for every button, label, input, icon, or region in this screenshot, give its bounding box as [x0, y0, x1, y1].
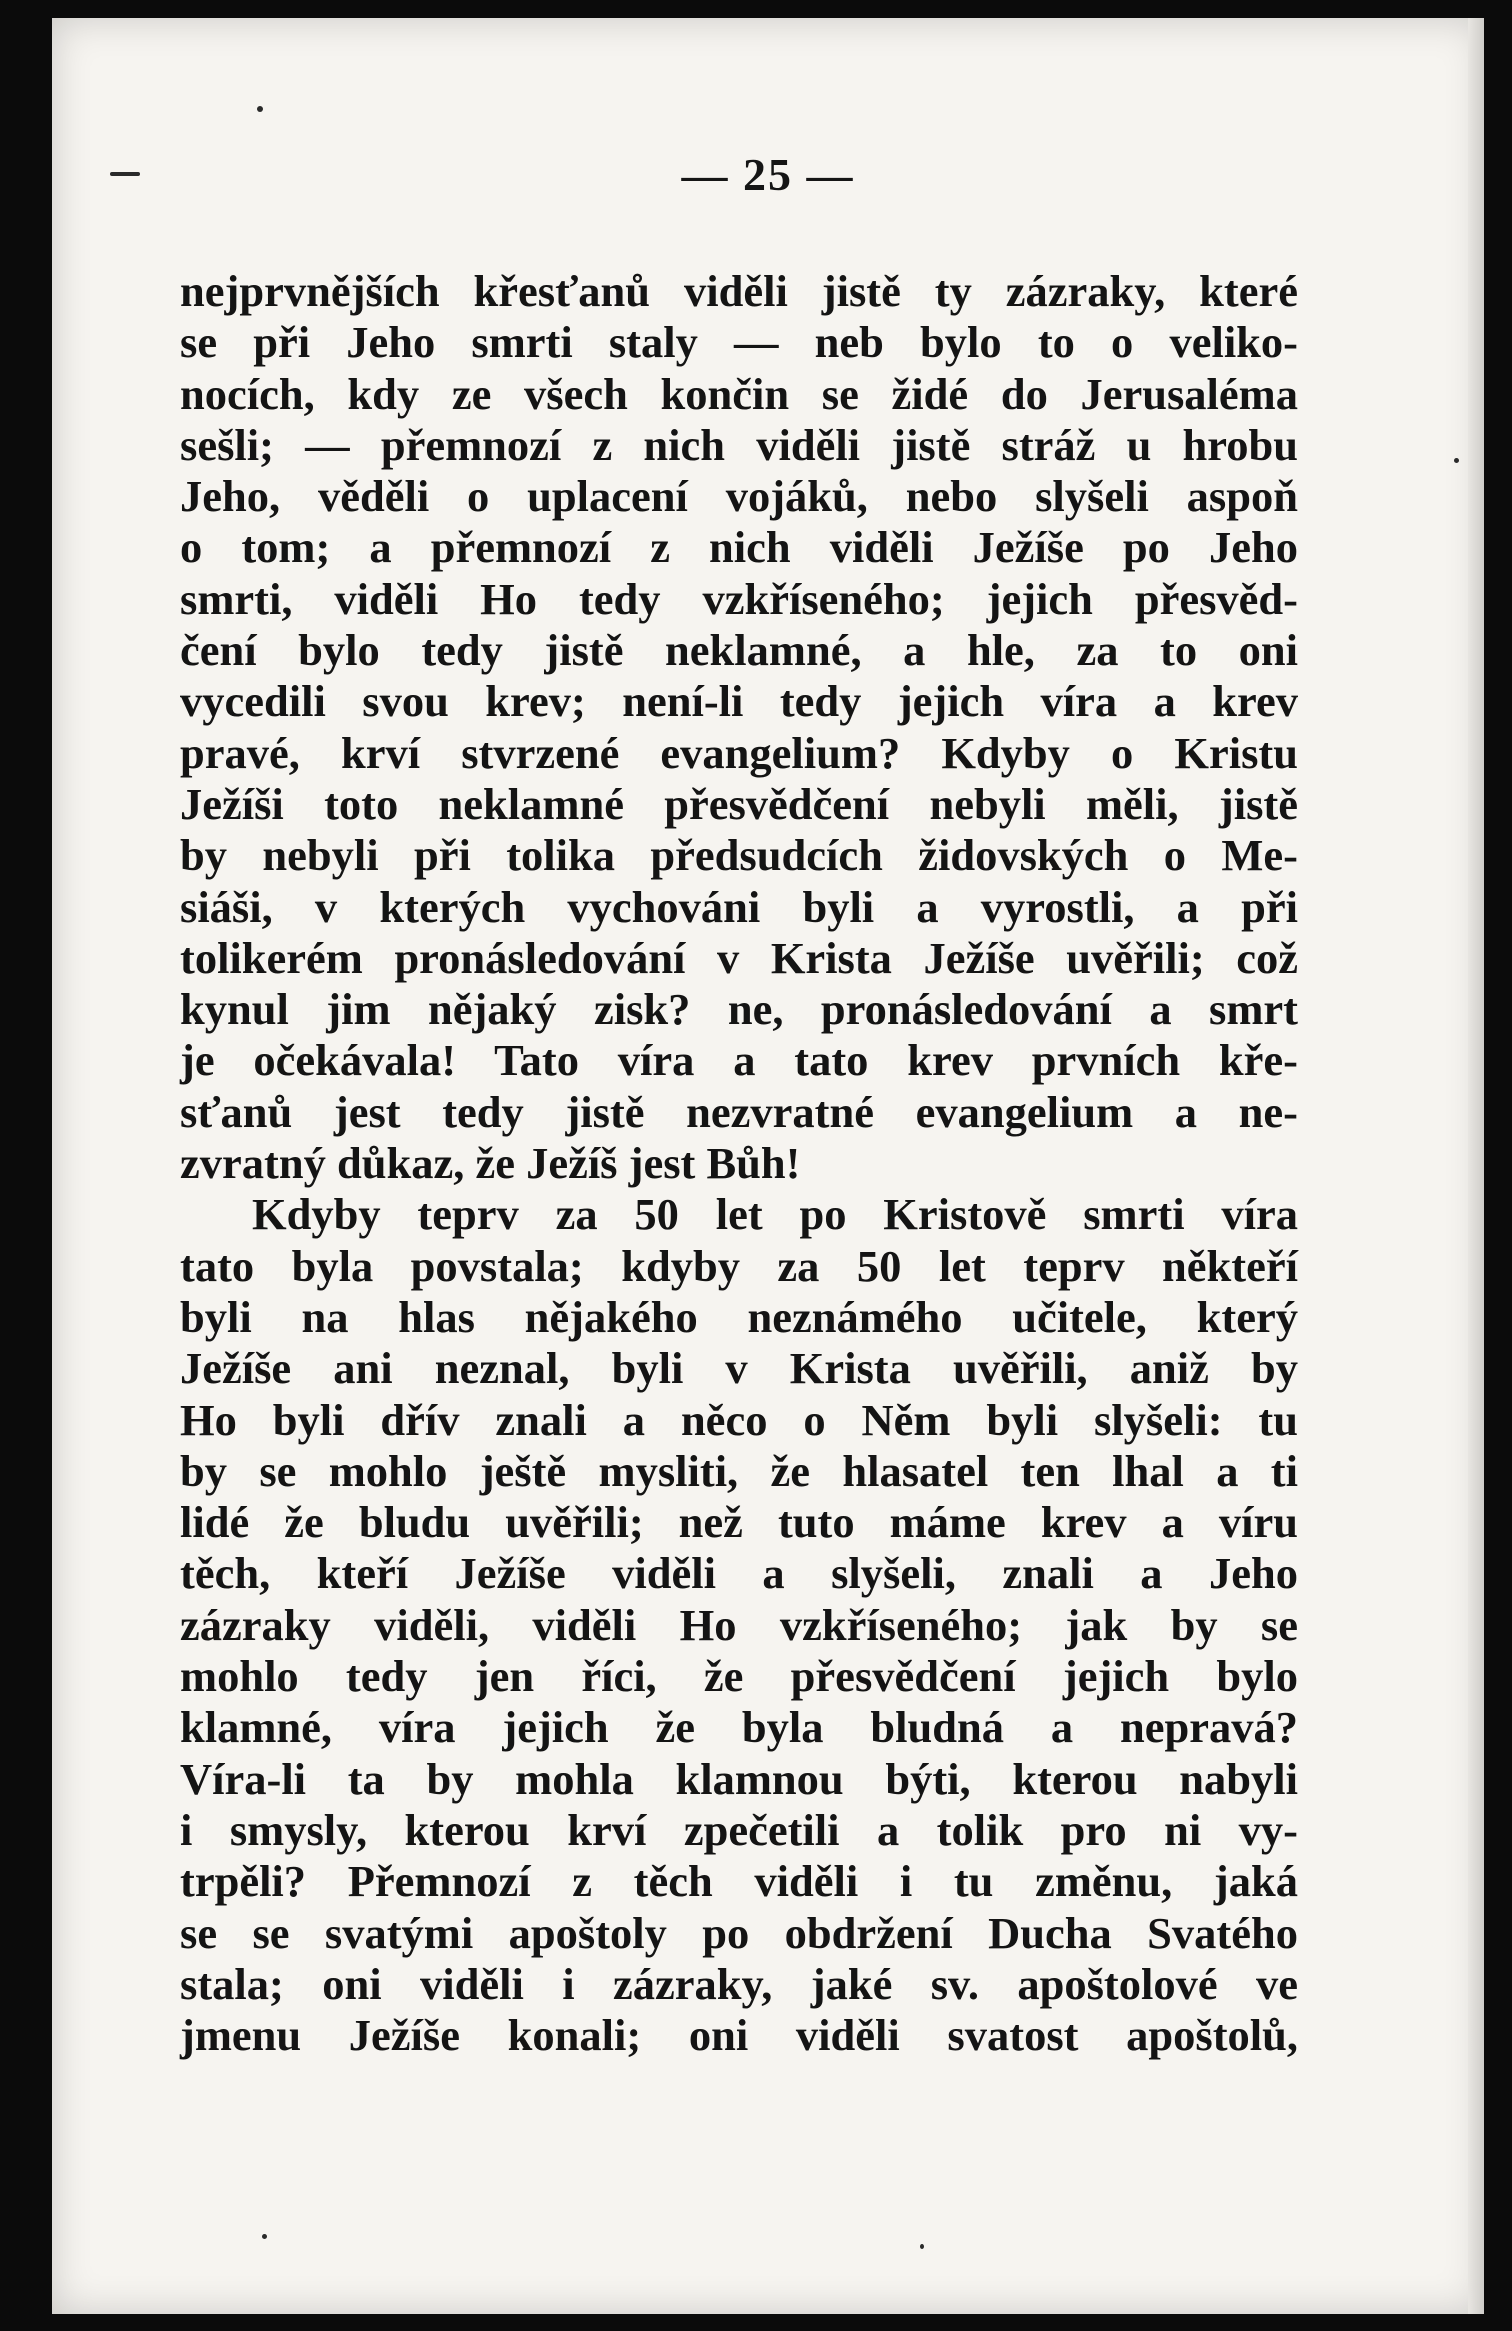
text-line: trpěli? Přemnozí z těch viděli i tu změnu, jaká	[180, 1856, 1298, 1907]
text-line: mohlo tedy jen říci, že přesvědčení jejich bylo	[180, 1651, 1298, 1702]
text-line: siáši, v kterých vychováni byli a vyrostli, a při	[180, 881, 1298, 932]
body-text	[180, 266, 1298, 2061]
text-line: se se svatými apoštoly po obdržení Ducha Svatého	[180, 1907, 1298, 1958]
text-line: i smysly, kterou krví zpečetili a tolik pro ni vy-	[180, 1804, 1298, 1855]
text-line: čení bylo tedy jistě neklamné, a hle, za to oni	[180, 625, 1298, 676]
text-line: smrti, viděli Ho tedy vzkříseného; jejich přesvěd-	[180, 573, 1298, 624]
text-line: by nebyli při tolika předsudcích židovských o Me-	[180, 830, 1298, 881]
print-speck	[920, 2244, 924, 2249]
print-speck	[1454, 458, 1459, 463]
text-line: zvratný důkaz, že Ježíš jest Bůh!	[180, 1138, 801, 1189]
text-line: o tom; a přemnozí z nich viděli Ježíše po Jeho	[180, 522, 1298, 573]
text-line: Ježíši toto neklamné přesvědčení nebyli měli, jistě	[180, 778, 1298, 829]
text-line: Ježíše ani neznal, byli v Krista uvěřili, aniž by	[180, 1343, 1298, 1394]
text-line: sťanů jest tedy jistě nezvratné evangelium a ne-	[180, 1086, 1298, 1137]
print-speck	[257, 106, 263, 112]
page-edge	[1468, 18, 1484, 2314]
paragraph-start-line: Kdyby teprv za 50 let po Kristově smrti víra	[252, 1189, 1298, 1240]
text-line: Ho byli dřív znali a něco o Něm byli slyšeli: tu	[180, 1394, 1298, 1445]
text-line: těch, kteří Ježíše viděli a slyšeli, znali a Jeho	[180, 1548, 1298, 1599]
text-line: je očekávala! Tato víra a tato krev prvních kře-	[180, 1035, 1298, 1086]
text-line: nejprvnějších křesťanů viděli jistě ty zázraky, které	[180, 266, 1298, 316]
print-speck	[110, 172, 140, 176]
text-line: vycedili svou krev; není-li tedy jejich víra a krev	[180, 676, 1298, 727]
text-line: lidé že bludu uvěřili; než tuto máme krev a víru	[180, 1497, 1298, 1548]
text-line: byli na hlas nějakého neznámého učitele, který	[180, 1291, 1298, 1342]
text-line: tato byla povstala; kdyby za 50 let teprv někteří	[180, 1240, 1298, 1291]
text-line: tolikerém pronásledování v Krista Ježíše uvěřili; což	[180, 932, 1298, 983]
text-line: nocích, kdy ze všech končin se židé do Jerusaléma	[180, 368, 1298, 419]
text-line: by se mohlo ještě mysliti, že hlasatel ten lhal a ti	[180, 1445, 1298, 1496]
page-number: — 25 —	[681, 149, 855, 200]
text-line: zázraky viděli, viděli Ho vzkříseného; jak by se	[180, 1599, 1298, 1650]
text-line: jmenu Ježíše konali; oni viděli svatost apoštolů,	[180, 2010, 1298, 2061]
text-line: kynul jim nějaký zisk? ne, pronásledování a smrt	[180, 984, 1298, 1035]
text-line: stala; oni viděli i zázraky, jaké sv. apoštolové ve	[180, 1958, 1298, 2009]
text-line: se při Jeho smrti staly — neb bylo to o veliko-	[180, 317, 1298, 368]
book-page	[52, 18, 1484, 2314]
text-line: sešli; — přemnozí z nich viděli jistě stráž u hrobu	[180, 419, 1298, 470]
text-line: Jeho, věděli o uplacení vojáků, nebo slyšeli aspoň	[180, 471, 1298, 522]
text-line: Víra-li ta by mohla klamnou býti, kterou nabyli	[180, 1753, 1298, 1804]
print-speck	[262, 2234, 267, 2239]
text-line: pravé, krví stvrzené evangelium? Kdyby o Kristu	[180, 727, 1298, 778]
text-line: klamné, víra jejich že byla bludná a nepravá?	[180, 1702, 1298, 1753]
